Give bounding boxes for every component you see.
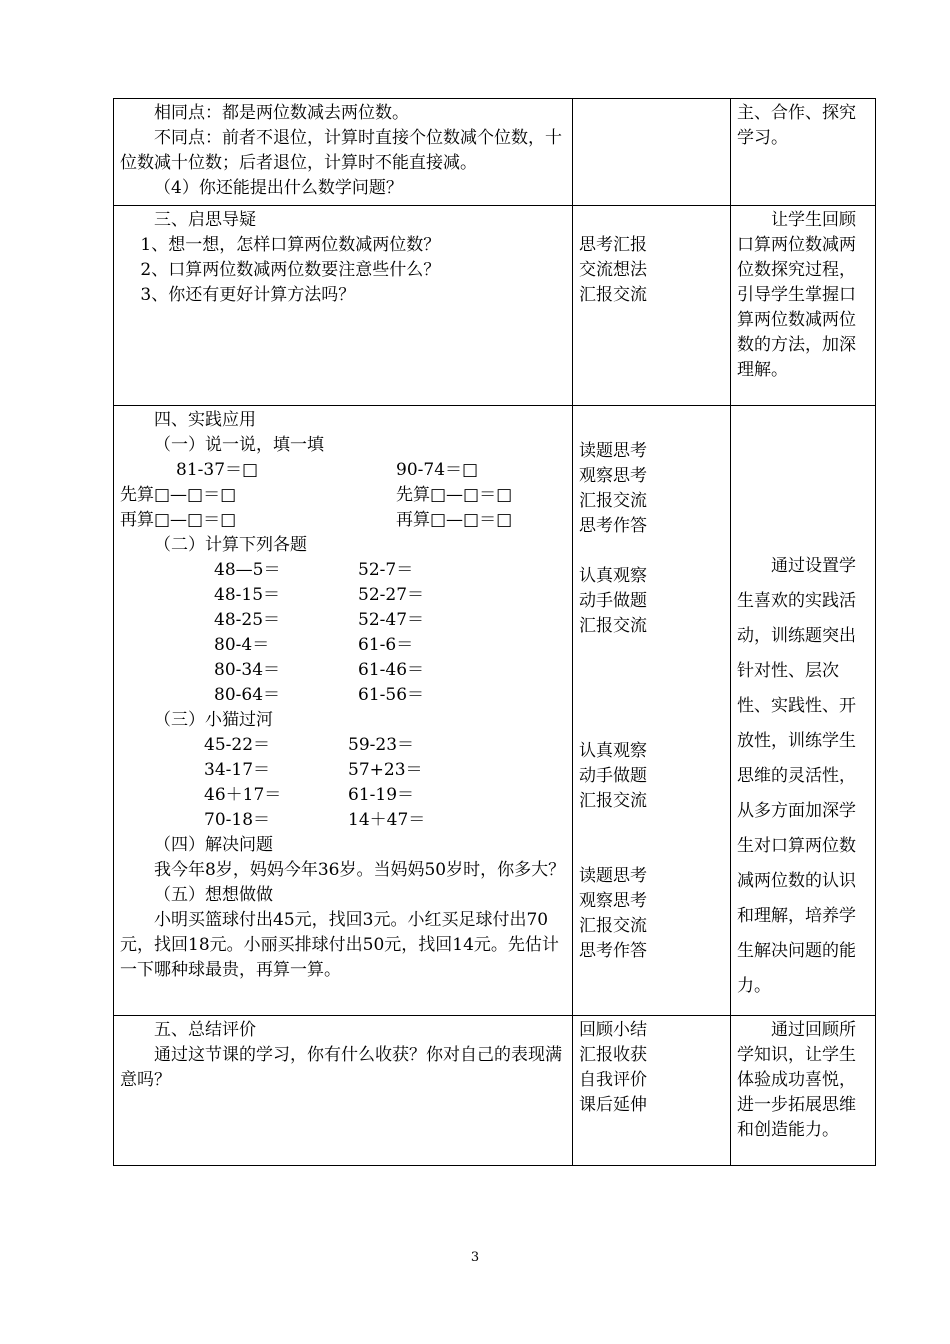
text-line: 3、你还有更好计算方法吗？ [140,285,356,305]
content-cell [114,1016,573,1166]
intent-cell [731,1016,876,1166]
subsection-title: （一）说一说，填一填 [154,435,324,455]
lesson-plan-table [113,98,876,1166]
calc-row [120,608,566,633]
cat-row [120,758,566,783]
table-row [114,99,876,206]
fill-cell: 再算□—□＝□ [396,510,513,530]
fill-cell: 再算□—□＝□ [120,510,237,530]
calc-cell: 61-46＝ [358,660,425,680]
calc-cell: 48-15＝ [214,585,281,605]
fill-row [120,483,566,508]
text-line: 通过这节课的学习，你有什么收获？你对自己的表现满意吗？ [120,1045,562,1090]
calc-cell: 80-34＝ [214,660,281,680]
intent-cell [731,99,876,206]
intent-text: 通过设置学生喜欢的实践活动，训练题突出针对性、层次性、实践性、开放性，训练学生思维的灵活性，从多方面加深学生对口算两位数减两位数的认识和理解，培养学生解决问题的能力。 [737,556,856,996]
calc-row [120,558,566,583]
text-line: （4）你还能提出什么数学问题？ [154,178,403,198]
calc-row [120,683,566,708]
fill-cell: 90-74＝□ [396,460,479,480]
intent-cell [731,406,876,1016]
activity-line: 自我评价 [579,1070,647,1090]
intent-cell [731,206,876,406]
calc-cell: 52-7＝ [358,560,414,580]
section-heading: 五、总结评价 [154,1020,256,1040]
intent-text: 通过回顾所学知识，让学生体验成功喜悦，进一步拓展思维和创造能力。 [737,1020,856,1140]
calc-cell: 52-47＝ [358,610,425,630]
subsection-title: （四）解决问题 [154,835,273,855]
activity-line: 认真观察 [579,741,647,761]
fill-row [120,458,566,483]
activity-line: 思考汇报 [579,235,647,255]
problem-text: 我今年8岁，妈妈今年36岁。当妈妈50岁时，你多大？ [154,860,566,880]
content-cell [114,99,573,206]
problem-text: 小明买篮球付出45元，找回3元。小红买足球付出70元，找回18元。小丽买排球付出50元，找回14元。先估计一下哪种球最贵，再算一算。 [120,910,559,980]
intent-text: 让学生回顾口算两位数减两位数探究过程，引导学生掌握口算两位数减两位数的方法，加深理解。 [737,210,856,380]
activity-cell [573,99,731,206]
calc-cell: 61-56＝ [358,685,425,705]
text-line: 2、口算两位数减两位数要注意些什么？ [140,260,441,280]
content-cell [114,406,573,1016]
activity-cell [573,1016,731,1166]
cat-cell: 46＋17＝ [204,785,282,805]
cat-cell: 61-19＝ [348,785,415,805]
cat-cell: 14＋47＝ [348,810,426,830]
calc-cell: 80-64＝ [214,685,281,705]
section-heading: 四、实践应用 [154,410,256,430]
activity-line: 交流想法 [579,260,647,280]
activity-line: 读题思考 [579,441,647,461]
activity-line: 动手做题 [579,591,647,611]
calc-row [120,658,566,683]
calc-cell: 48-25＝ [214,610,281,630]
text-line: 1、想一想，怎样口算两位数减两位数？ [140,235,441,255]
cat-row [120,808,566,833]
fill-cell: 先算□—□＝□ [120,485,237,505]
intent-text: 主、合作、探究学习。 [737,103,856,148]
calc-cell: 61-6＝ [358,635,414,655]
cat-cell: 45-22＝ [204,735,271,755]
activity-line: 汇报交流 [579,916,647,936]
activity-line: 思考作答 [579,941,647,961]
activity-line: 认真观察 [579,566,647,586]
calc-cell: 52-27＝ [358,585,425,605]
cat-cell: 70-18＝ [204,810,271,830]
table-row [114,206,876,406]
activity-line: 思考作答 [579,516,647,536]
activity-line: 汇报交流 [579,616,647,636]
calc-cell: 48—5＝ [214,560,281,580]
fill-cell: 81-37＝□ [176,460,259,480]
table-row [114,1016,876,1166]
activity-line: 读题思考 [579,866,647,886]
fill-cell: 先算□—□＝□ [396,485,513,505]
activity-line: 动手做题 [579,766,647,786]
activity-line: 汇报交流 [579,791,647,811]
activity-line: 观察思考 [579,466,647,486]
activity-line: 汇报交流 [579,491,647,511]
subsection-title: （二）计算下列各题 [154,535,307,555]
subsection-title: （五）想想做做 [154,885,273,905]
activity-line: 汇报收获 [579,1045,647,1065]
activity-line: 汇报交流 [579,285,647,305]
text-line: 相同点：都是两位数减去两位数。 [154,103,409,123]
fill-row [120,508,566,533]
page-number: 3 [470,1250,480,1265]
cat-cell: 59-23＝ [348,735,415,755]
section-heading: 三、启思导疑 [154,210,256,230]
cat-cell: 57+23＝ [348,760,423,780]
cat-row [120,783,566,808]
cat-row [120,733,566,758]
subsection-title: （三）小猫过河 [154,710,273,730]
activity-line: 观察思考 [579,891,647,911]
activity-cell [573,406,731,1016]
calc-row [120,583,566,608]
cat-cell: 34-17＝ [204,760,271,780]
activity-cell [573,206,731,406]
text-line: 不同点：前者不退位，计算时直接个位数减个位数，十位数减十位数；后者退位，计算时不能直接减。 [120,128,562,173]
calc-cell: 80-4＝ [214,635,270,655]
calc-row [120,633,566,658]
table-row [114,406,876,1016]
activity-line: 回顾小结 [579,1020,647,1040]
activity-line: 课后延伸 [579,1095,647,1115]
content-cell [114,206,573,406]
